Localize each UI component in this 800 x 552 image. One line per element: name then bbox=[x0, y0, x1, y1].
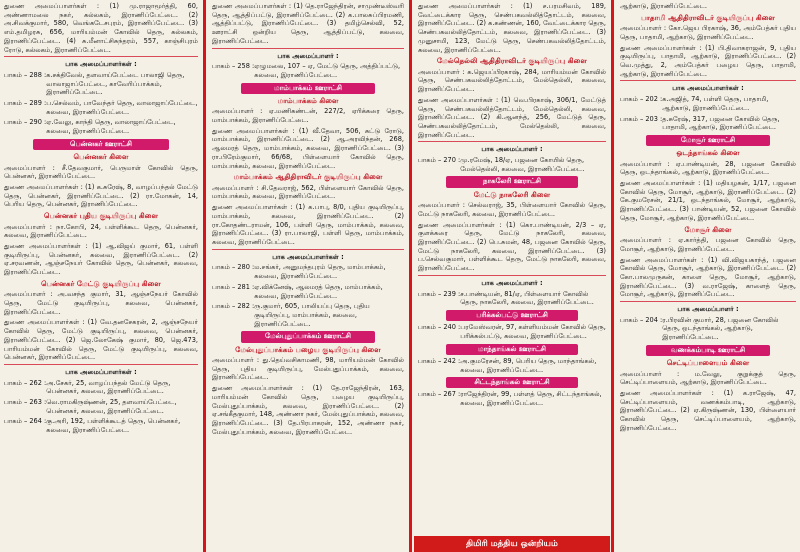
branch-heading: பென்னகர் புதிய குடியிருப்பு கிளை bbox=[43, 211, 159, 221]
ward-number: பாகம் – 263 : bbox=[4, 398, 47, 407]
section-divider bbox=[620, 301, 796, 302]
member-paragraph: அமைப்பாளர் : ஏ.மணிகண்டன், 227/2, ஏரிக்கரை தெரு, மாம்பாக்கம், இராணிப்பேட்டை. bbox=[212, 107, 404, 125]
panchayat-heading: வணக்கம்பாடி ஊராட்சி bbox=[646, 345, 769, 356]
ward-entry bbox=[620, 115, 796, 132]
member-paragraph: துணை அமைப்பாளர்கள் : (1) வீ.தேவா, 506, சுட்டு ரோடு, மாம்பாக்கம், இராணிப்பேட்டை. (2) ஆ.அரவிந்தன், 268, ஆலமரத் தெரு, மாம்பாக்கம், கலவை, இராணிப்பேட்டை. (3) ரா.பிரேம்குமார், 66/68, பிள்ளையார் கோவில் தெரு, மாம்பாக்கம், கலவை, இராணிப்பேட்டை. bbox=[212, 126, 404, 170]
ward-entry bbox=[4, 417, 198, 434]
member-paragraph: அமைப்பாளர் : கோ.ஜெய பிரகாஷ், 36, அம்பேத்கர் புதிய தெரு, பாதாமி, ஆற்காடு, இராணிப்பேட்டை. bbox=[620, 24, 796, 41]
branch-heading: மேல்புதுப்பாக்கம் பழைய குடியிருப்பு கிளை bbox=[235, 344, 381, 354]
branch-heading: மேல்தெல்லி ஆதிதிராவிடர் குடியிருப்பு கிளை bbox=[437, 56, 587, 66]
panchayat-heading: சிட்டந்தாங்கல் ஊராட்சி bbox=[446, 377, 578, 388]
member-paragraph: துணை அமைப்பாளர்கள் : (1) ஆ.விஜய் குமார், 61, பள்ளி குடியிருப்பு, பென்னகர், கலவை, இராணிப்பேட்டை. (2) ஏ.சரவணன், ஆஞ்சநேயர் கோவில் தெரு, பென்னகர், கலவை, இராணிப்பேட்டை. bbox=[4, 242, 198, 277]
section-label: பாக அமைப்பாளர்கள் : bbox=[65, 367, 137, 376]
section-label: பாக அமைப்பாளர் : bbox=[481, 145, 543, 154]
column-rule bbox=[409, 0, 412, 552]
section-label: பாக அமைப்பாளர் : bbox=[677, 305, 739, 314]
member-paragraph: அமைப்பாளர் : ஏ.பாண்டியன், 28, பஜனை கோவில் தெரு, ஒடந்தாங்கல், ஆற்காடு, இராணிப்பேட்டை. bbox=[620, 159, 796, 177]
ward-entry bbox=[418, 390, 606, 407]
panchayat-heading: பென்னகர் ஊராட்சி bbox=[33, 139, 169, 150]
ward-entry bbox=[418, 156, 606, 173]
ward-organizer: ஏ.விக்னேஷ், ஆலமரத் தெரு, மாம்பாக்கம், கலவை, இராணிப்பேட்டை. bbox=[254, 282, 383, 300]
column-rule bbox=[611, 0, 614, 552]
member-paragraph: துணை அமைப்பாளர்கள் : (1) க.பாபு, 8/0, புதிய குடியிருப்பு, மாம்பாக்கம், கலவை, இராணிப்பேட்டை. (2) ரா.கோதண்டராமன், 106, பள்ளி தெரு, மாம்பாக்கம், கலவை, இராணிப்பேட்டை. (3) ரா.பாலாஜி, பள்ளி தெரு, மாம்பாக்கம், கலவை, இராணிப்பேட்டை. bbox=[212, 203, 404, 246]
section-divider bbox=[620, 80, 796, 81]
ward-entry bbox=[4, 71, 198, 97]
member-paragraph: அமைப்பாளர் : ம.வேலு, குறுக்குத் தெரு, செட்டிப்பாளையம், ஆற்காடு, இராணிப்பேட்டை. bbox=[620, 369, 796, 387]
member-paragraph: ஆற்காடு, இராணிப்பேட்டை. bbox=[620, 2, 707, 10]
ward-organizer: வெ.ராமகிருஷ்ணன், 25, தளவாய்பேட்டை, பென்னகர், கலவை, இராணிப்பேட்டை. bbox=[46, 398, 177, 415]
ward-organizer: ர.பிரவின் குமார், 28, பஜனை கோவில் தெரு, ஒடந்தாங்கல், ஆற்காடு, இராணிப்பேட்டை. bbox=[662, 315, 779, 342]
ward-entry bbox=[4, 118, 198, 135]
section-label: பாக அமைப்பாளர் : bbox=[277, 51, 339, 60]
ward-number: பாகம் – 203 : bbox=[620, 114, 663, 123]
ward-organizer: ம.சங்கர், அனுமந்தபுரம் தெரு, மாம்பாக்கம், கலவை, இராணிப்பேட்டை. bbox=[254, 263, 386, 281]
member-paragraph: அமைப்பாளர் : சி.தேவராஜ், 562, பிள்ளையார் கோவில் தெரு, மாம்பாக்கம், கலவை, இராணிப்பேட்டை. bbox=[212, 183, 404, 201]
ward-number: பாகம் – 270 : bbox=[418, 156, 461, 165]
member-paragraph: துணை அமைப்பாளர்கள் : (1) பி.திவாகராஜன், 9, புதிய குடியிருப்பு, பாதாமி, ஆற்காடு, இராணிப்பேட்டை. (2) வெ.முத்து, 2, அம்பேத்கர் பழைய தெரு, பாதாமி, ஆற்காடு, இராணிப்பேட்டை. bbox=[620, 43, 796, 78]
ward-organizer: ஏழுமலை, 107 – ஏ, மேட்டு தெரு, அத்திப்பட்டு, கலவை, இராணிப்பேட்டை. bbox=[254, 62, 401, 79]
ward-entry bbox=[212, 302, 404, 328]
ward-number: பாகம் – 281 : bbox=[212, 282, 255, 291]
member-paragraph: துணை அமைப்பாளர்கள் : (1) வெ.பிரகாஷ், 306/1, மேட்டுத் தெரு, செண்பகவல்லித்தோட்டம், மேல்தெல்லி, கலவை, இராணிப்பேட்டை. (2) கி.ஆனந்த், 256, மேட்டுத் தெரு, செண்பகவல்லித்தோட்டம், மேல்தெல்லி, கலவை, இராணிப்பேட்டை. bbox=[418, 95, 606, 139]
column-rule bbox=[203, 0, 206, 552]
branch-heading: செட்டிப்பாளையம் கிளை bbox=[666, 358, 750, 368]
member-paragraph: அமைப்பாளர் : து.தெய்வசிகாமணி, 98, மாரியம்மன் கோவில் தெரு, புதிய குடியிருப்பு, மேல்புதுப்பாக்கம், கலவை, இராணிப்பேட்டை. bbox=[212, 356, 404, 382]
member-paragraph: துணை அமைப்பாளர்கள் : (1) தே.ராஜேந்திரன், 163, மாரியம்மன் கோவில் தெரு, பழைய குடியிருப்பு, மேல்புதுப்பாக்கம், கலவை, இராணிப்பேட்டை. (2) ஏ.சங்கீதகுமார், 148, அண்ணா நகர், மேல்புதுப்பாக்கம், கலவை, இராணிப்பேட்டை. (3) தே.பிரபாகரன், 152, அண்ணா நகர், மேல்புதுப்பாக்கம், கலவை, இராணிப்பேட்டை. bbox=[212, 384, 404, 436]
member-paragraph: அமைப்பாளர் : ஏ.கார்த்தி, பஜனை கோவில் தெரு, மோசூர், ஆற்காடு, இராணிப்பேட்டை. bbox=[620, 236, 796, 253]
ward-entry bbox=[4, 379, 198, 396]
column-2 bbox=[208, 0, 408, 552]
ward-organizer: ச.பாண்டியன், 81/ஏ, பிள்ளையார் கோவில் தெரு, நாகலேரி, கலவை, இராணிப்பேட்டை. bbox=[460, 289, 594, 307]
branch-heading: மாம்பாக்கம் கிளை bbox=[277, 95, 339, 105]
section-divider bbox=[212, 249, 404, 250]
member-paragraph: அமைப்பாளர் : செல்வராஜ், 35, பிள்ளையார் கோவில் தெரு, மேட்டு நாகலேரி, கலவை, இராணிப்பேட்டை. bbox=[418, 201, 606, 218]
member-paragraph: அமைப்பாளர் : நா.கோபி, 24, பள்ளிக்கூட தெரு, பென்னகர், கலவை, இராணிப்பேட்டை. bbox=[4, 222, 198, 240]
branch-heading: மோசூர் கிளை bbox=[684, 224, 732, 234]
section-divider bbox=[418, 275, 606, 276]
ward-entry bbox=[620, 95, 796, 112]
ward-organizer: கு.அரி, 192, பள்ளிக்கூடத் தெரு, பென்னகர், கலவை, இராணிப்பேட்டை. bbox=[46, 417, 181, 435]
ward-organizer: க.அஜித், 74, பள்ளி தெரு, பாதாமி, ஆற்காடு, இராணிப்பேட்டை. bbox=[662, 95, 769, 112]
ward-organizer: த.சுரேஷ், 317, பஜனை கோவில் தெரு, பாதாமி, ஆற்காடு, இராணிப்பேட்டை. bbox=[662, 114, 780, 132]
member-paragraph: துணை அமைப்பாளர்கள் : (1) மு.ராஜாமூர்த்தி, 60, அண்ணாமலை நகர், கல்லகம், இராணிப்பேட்டை. (2) அ.சிவக்குமார், 580, வெங்கடேசபுரம், இராணிப்பேட்டை. (3) எம்.தமிழரசு, 656, மாரியம்மன் கோவில் தெரு, கல்லகம், இராணிப்பேட்டை. (4) சு.மீனாட்சிசுந்தரம், 557, காஞ்சிபுரம் ரோடு, கல்லகம், இராணிப்பேட்டை. bbox=[4, 2, 198, 54]
panchayat-heading: நாகலேரி ஊராட்சி bbox=[446, 176, 578, 187]
branch-heading: பாதாமி ஆதிதிராவிடர் குடியிருப்பு கிளை bbox=[640, 12, 776, 22]
section-divider bbox=[4, 364, 198, 365]
ward-number: பாகம் – 282 : bbox=[212, 302, 255, 311]
ward-number: பாகம் – 258 : bbox=[212, 62, 255, 71]
ward-organizer: பரமேஸ்வரன், 97, கள்ளியம்மன் கோவில் தெரு, பரிக்கல்பட்டு, கலவை, இராணிப்பேட்டை. bbox=[460, 323, 606, 340]
member-paragraph: துணை அமைப்பாளர்கள் : (1) தெ.ராஜேந்திரன், சாமுண்டீஸ்வரி தெரு, ஆத்திப்பட்டு, இராணிப்பேட்டை. (2) க.பாலசுப்பிரமணி, ஆத்திப்பட்டு, இராணிப்பேட்டை. (3) தமிழ்செல்வி, 52, ஊராட்சி ஒன்றிய தெரு, ஆத்திப்பட்டு, கலவை, இராணிப்பேட்டை. bbox=[212, 2, 404, 45]
ward-organizer: அ.சேகர், 25, வாழப்பந்தல் மேட்டு தெரு, பென்னகர், கலவை, இராணிப்பேட்டை. bbox=[46, 378, 171, 396]
section-divider bbox=[418, 141, 606, 142]
ward-entry bbox=[620, 316, 796, 342]
ward-organizer: மு.ரமேஷ், 18/ஏ, பஜனை கோயில் தெரு, மேல்தெல்லி, கலவை, இராணிப்பேட்டை. bbox=[460, 156, 585, 173]
ward-organizer: ஏ.வேலு, காந்தி தெரு, வாலாஜாப்பேட்டை, கலவை, இராணிப்பேட்டை. bbox=[46, 118, 176, 136]
ward-number: பாகம் – 242 : bbox=[418, 356, 461, 365]
panchayat-heading: பரிக்கல்பட்டு ஊராட்சி bbox=[446, 310, 578, 321]
ward-number: பாகம் – 204 : bbox=[620, 315, 663, 324]
column-4 bbox=[616, 0, 800, 552]
ward-entry bbox=[212, 62, 404, 79]
member-paragraph: அமைப்பாளர் : அ.வசந்த குமார், 31, ஆஞ்சநேயர் கோவில் தெரு, மேட்டு குடியிருப்பு, கலவை, பென்னகர், இராணிப்பேட்டை. bbox=[4, 290, 198, 316]
column-3 bbox=[414, 0, 610, 552]
ward-number: பாகம் – 240 : bbox=[418, 323, 461, 332]
ward-number: பாகம் – 289 : bbox=[4, 99, 47, 108]
section-divider bbox=[212, 48, 404, 49]
ward-organizer: ரு.குமார், 605, பாலியப்பு தெரு, புதிய குடியிருப்பு, மாம்பாக்கம், கலவை, இராணிப்பேட்டை. bbox=[254, 302, 370, 328]
ward-entry bbox=[418, 357, 606, 374]
ward-number: பாகம் – 264 : bbox=[4, 417, 47, 426]
ward-organizer: ப.செல்வம், பாவேந்தர் தெரு, வாலாஜாப்பேட்டை, கலவை, இராணிப்பேட்டை. bbox=[46, 99, 198, 116]
ward-organizer: க.சக்திவேல், தளவாய்பேட்டை பாலாஜி தெரு, வாலாஜாப்பேட்டை, காவேரிப்பாக்கம், இராணிப்பேட்டை. bbox=[46, 70, 185, 97]
member-paragraph: துணை அமைப்பாளர்கள் : (1) கொ.பாண்டியன், 2/3 – ஏ, குளக்கரை தெரு, மேட்டு நாகலேரி, கலவை, இராணிப்பேட்டை. (2) பெ.சுமன், 48, பஜனை கோவில் தெரு, மேட்டு நாகலேரி, கலவை, இராணிப்பேட்டை. (3) ப.செல்வகுமார், பள்ளிக்கூட தெரு, மேட்டு நாகலேரி, கலவை, இராணிப்பேட்டை. bbox=[418, 220, 606, 273]
member-paragraph: துணை அமைப்பாளர்கள் : (1) வி.விஜயகாந்த், பஜனை கோவில் தெரு, மோசூர், ஆற்காடு, இராணிப்பேட்டை. (2) கோ.பாலமுருகன், காளை தெரு, மோசூர், ஆற்காடு, இராணிப்பேட்டை. (3) வ.ராஜேஷ், காளைத் தெரு, மோசூர், ஆற்காடு, இராணிப்பேட்டை. bbox=[620, 255, 796, 299]
ward-entry bbox=[418, 290, 606, 307]
ward-number: பாகம் – 290 : bbox=[4, 118, 47, 127]
member-paragraph: துணை அமைப்பாளர்கள் : (1) ச.பரமசிவம், 189, வேட்டைக்கார தெரு, செண்பகவல்லித்தோட்டம், கலவை, இராணிப்பேட்டை. (2) க.கண்ணன், 160, வேட்டைக்கார தெரு, செண்பகவல்லித்தோட்டம், கலவை, இராணிப்பேட்டை. (3) முனுசாமி, 123, மேட்டு தெரு, செண்பகவல்லித்தோட்டம், கலவை, இராணிப்பேட்டை. bbox=[418, 2, 606, 54]
member-paragraph: துணை அமைப்பாளர்கள் : (1) க.சுரேஷ், 8, வாழப்பந்தல் மேட்டு தெரு, பென்னகர், இராணிப்பேட்டை. (2) ரா.மோகன், 14, பெரிய தெரு, பென்னகர், இராணிப்பேட்டை. bbox=[4, 182, 198, 209]
ward-number: பாகம் – 262 : bbox=[4, 378, 47, 387]
ward-entry bbox=[212, 283, 404, 300]
footer-section-banner: திமிரி மத்திய ஒன்றியம் bbox=[414, 536, 610, 552]
ward-number: பாகம் – 280 : bbox=[212, 263, 255, 272]
member-paragraph: துணை அமைப்பாளர்கள் : (1) க.ராஜேஷ், 47, செட்டிப்பாளையம், வணக்கம்பாடி, ஆற்காடு, இராணிப்பேட்டை. (2) ஏ.கிருஷ்ணன், 130, பிள்ளையார் கோவில் தெரு, செட்டிப்பாளையம், ஆற்காடு, இராணிப்பேட்டை. bbox=[620, 388, 796, 432]
member-paragraph: துணை அமைப்பாளர்கள் : (1) வே.தனசேகரன், 2, ஆஞ்சநேயர் கோவில் தெரு, மேட்டு குடியிருப்பு, கலவை, பென்னகர், இராணிப்பேட்டை. (2) ஜெ.லோகேஷ் குமார், 80, ஜெ.473, பாரியம்மன் கோவில் தெரு, மேட்டு குடியிருப்பு, கலவை, பென்னகர், இராணிப்பேட்டை. bbox=[4, 318, 198, 362]
section-label: பாக அமைப்பாளர்கள் : bbox=[672, 84, 744, 93]
member-paragraph: துணை அமைப்பாளர்கள் : (1) மதியழகன், 1/17, பஜனை கோவில் தெரு, மோசூர், ஆற்காடு, இராணிப்பேட்டை. (2) கே.குமரேசன், 21/1, ஒடந்தாங்கல், மோசூர், ஆற்காடு, இராணிப்பேட்டை. (3) பாண்டியன், 52, பஜனை கோவில் தெரு, மோசூர், ஆற்காடு, இராணிப்பேட்டை. bbox=[620, 179, 796, 222]
ward-number: பாகம் – 267 : bbox=[418, 390, 461, 399]
panchayat-heading: மாந்தாங்கல் ஊராட்சி bbox=[446, 344, 578, 355]
column-1 bbox=[0, 0, 202, 552]
ward-organizer: அ.குமரேசன், 89, பெரிய தெரு, மாந்தாங்கல், கலவை, இராணிப்பேட்டை. bbox=[460, 356, 597, 374]
panchayat-heading: மாம்பாக்கம் ஊராட்சி bbox=[241, 83, 375, 94]
section-divider bbox=[4, 56, 198, 57]
ward-organizer: ராஜேந்திரன், 99, பள்ளத் தெரு, சிட்டந்தாங்கல், கலவை, இராணிப்பேட்டை. bbox=[460, 390, 602, 408]
ward-number: பாகம் – 288 : bbox=[4, 70, 47, 79]
ward-entry bbox=[4, 99, 198, 116]
section-label: பாக அமைப்பாளர்கள் : bbox=[65, 60, 137, 69]
branch-heading: மாம்பாக்கம் ஆதிதிராவிடர் குடியிருப்பு கிளை bbox=[233, 172, 383, 182]
panchayat-heading: மோசூர் ஊராட்சி bbox=[646, 135, 769, 146]
ward-entry bbox=[418, 323, 606, 340]
branch-heading: மேட்டு நாகலேரி கிளை bbox=[473, 189, 551, 199]
ward-entry bbox=[4, 398, 198, 415]
panchayat-heading: மேல்புதுப்பாக்கம் ஊராட்சி bbox=[241, 331, 375, 342]
branch-heading: ஒடந்தாங்கல் கிளை bbox=[676, 148, 740, 158]
branch-heading: பென்னகர் கிளை bbox=[73, 152, 129, 162]
section-label: பாக அமைப்பாளர்கள் : bbox=[272, 252, 344, 261]
section-label: பாக அமைப்பாளர் : bbox=[481, 278, 543, 287]
ward-entry bbox=[212, 263, 404, 280]
branch-heading: பென்னகர் மேட்டு குடியிருப்பு கிளை bbox=[41, 278, 161, 288]
member-paragraph: அமைப்பாளர் : க.ஜெயப்பிரகாஷ், 284, மாரியம்மன் கோவில் தெரு, செண்பகவல்லித்தோட்டம், மேல்தெல்லி, கலவை, இராணிப்பேட்டை. bbox=[418, 67, 606, 94]
ward-number: பாகம் – 239 : bbox=[418, 289, 461, 298]
ward-number: பாகம் – 202 : bbox=[620, 95, 663, 104]
member-paragraph: அமைப்பாளர் : சீ.தேவகுமார், பெருமாள் கோவில் தெரு, பென்னகர், இராணிப்பேட்டை. bbox=[4, 163, 198, 181]
